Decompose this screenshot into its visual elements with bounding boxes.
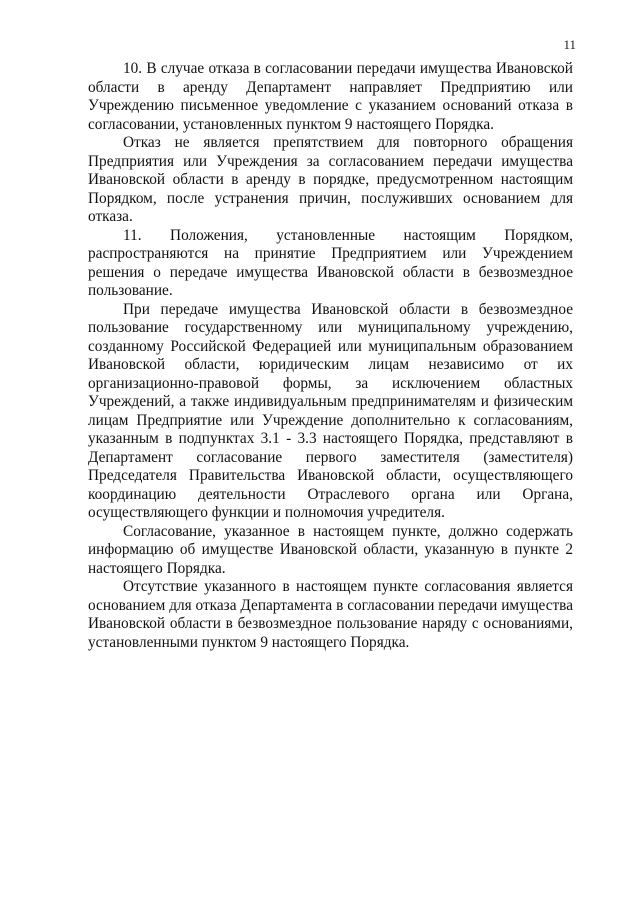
paragraph-approval-content: Согласование, указанное в настоящем пункте, должно содержать информацию об имуществе Ивановской области, указанную в пункте 2 настоящего Порядка. xyxy=(88,522,573,577)
paragraph-gratuitous-use: 11. Положения, установленные настоящим Порядком, распространяются на принятие Предприятием или Учреждением решения о передаче имущества Ивановской области в безвозмездное пользование. xyxy=(88,226,573,299)
paragraph-repeat-request: Отказ не является препятствием для повторного обращения Предприятия или Учреждения за согласованием передачи имущества Ивановской области в аренду в порядке, предусмотренном настоящим Порядком, после устранения причин, послуживших основанием для отказа. xyxy=(88,134,573,225)
paragraph-additional-approval: При передаче имущества Ивановской области в безвозмездное пользование государственному или муниципальному учреждению, созданному Российской Федерацией или муниципальным образованием Ивановской области, юридическим лицам независимо от их организационно-правовой формы, за исключением областных Учреждений, а также индивидуальным предпринимателям и физическим лицам Предприятие или Учреждение дополнительно к согласованиям, указанным в подпунктах 3.1 - 3.3 настоящего Порядка, представляют в Департамент согласование первого заместителя (заместителя) Председателя Правительства Ивановской области, осуществляющего координацию деятельности Отраслевого органа или Органа, осуществляющего функции и полномочия учредителя. xyxy=(88,300,573,521)
paragraph-refusal-lease: 10. В случае отказа в согласовании передачи имущества Ивановской области в аренду Департамент направляет Предприятию или Учреждению письменное уведомление с указанием оснований отказа в согласовании, установленных пунктом 9 настоящего Порядка. xyxy=(88,60,573,133)
page-number: 11 xyxy=(563,37,576,52)
document-body xyxy=(88,60,573,652)
paragraph-missing-approval: Отсутствие указанного в настоящем пункте согласования является основанием для отказа Департамента в согласовании передачи имущества Ивановской области в безвозмездное пользование наряду с основаниями, установленными пунктом 9 настоящего Порядка. xyxy=(88,578,573,651)
